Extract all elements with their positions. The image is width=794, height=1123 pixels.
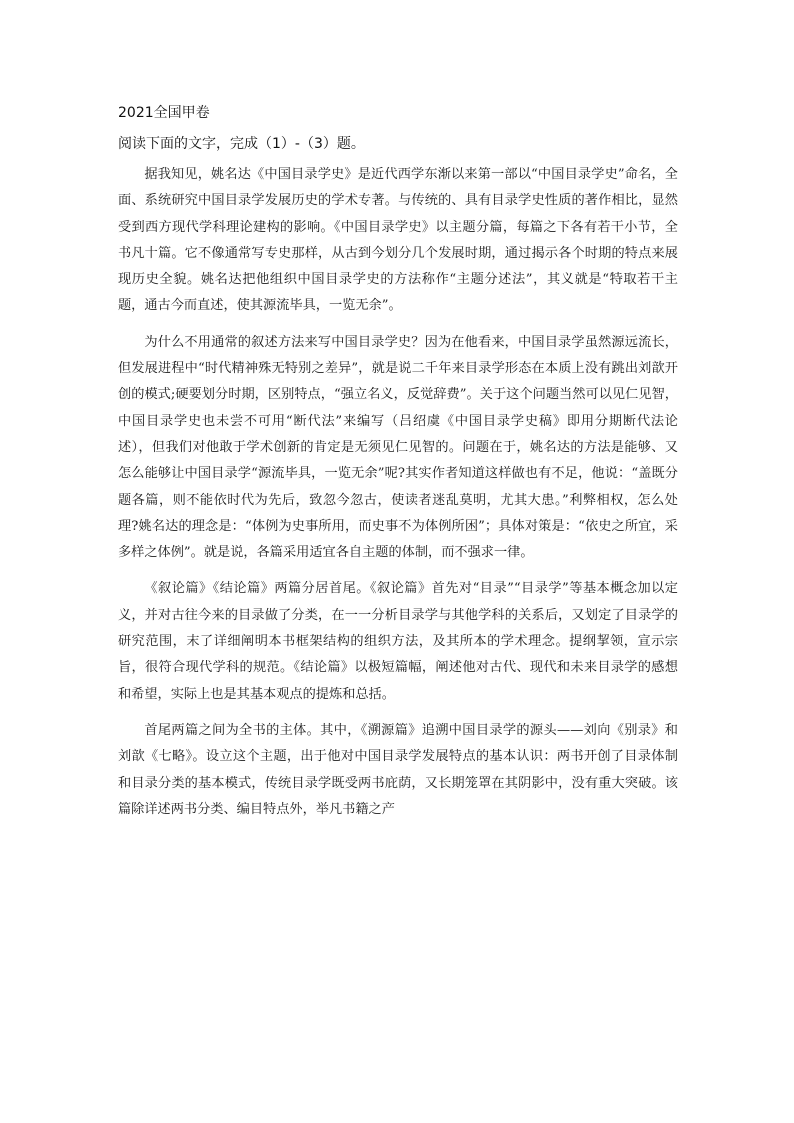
- reading-instruction: 阅读下面的文字，完成（1）-（3）题。: [118, 136, 365, 152]
- passage-body: [118, 162, 678, 833]
- passage-paragraph: 据我知见，姚名达《中国目录学史》是近代西学东渐以来第一部以“中国目录学史”命名，全面、系统研究中国目录学发展历史的学术专著。与传统的、具有目录学史性质的著作相比，显然受到西方现代学科理论建构的影响。《中国目录学史》以主题分篇，每篇之下各有若干小节，全书凡十篇。它不像通常写专史那样，从古到今划分几个发展时期，通过揭示各个时期的特点来展现历史全貌。姚名达把他组织中国目录学史的方法称作“主题分述法”，其义就是“特取若干主题，通古今而直述，使其源流毕具，一览无余”。: [118, 167, 678, 314]
- passage-paragraph: 为什么不用通常的叙述方法来写中国目录学史？因为在他看来，中国目录学虽然源远流长，但发展进程中“时代精神殊无特别之差异”，就是说二千年来目录学形态在本质上没有跳出刘歆开创的模式;硬要划分时期，区别特点，“强立名义，反觉辞费”。关于这个问题当然可以见仁见智，中国目录学史也未尝不可用“断代法”来编写（吕绍虞《中国目录学史稿》即用分期断代法论述），但我们对他敢于学术创新的肯定是无须见仁见智的。问题在于，姚名达的方法是能够、又怎么能够让中国目录学“源流毕具，一览无余”呢?其实作者知道这样做也有不足，他说：“盖既分题各篇，则不能依时代为先后，致忽今忽古，使读者迷乱莫明，尤其大患。”利弊相权，怎么处理?姚名达的理念是：“体例为史事所用，而史事不为体例所困”；具体对策是：“依史之所宜，采多样之体例”。就是说，各篇采用适宜各自主题的体制，而不强求一律。: [118, 334, 678, 561]
- passage-paragraph: 首尾两篇之间为全书的主体。其中，《溯源篇》追溯中国目录学的源头——刘向《别录》和刘歆《七略》。设立这个主题，出于他对中国目录学发展特点的基本认识：两书开创了目录体制和目录分类的基本模式，传统目录学既受两书庇荫，又长期笼罩在其阴影中，没有重大突破。该篇除详述两书分类、编目特点外，举凡书籍之产: [118, 722, 678, 817]
- exam-label: 2021全国甲卷: [118, 105, 210, 121]
- passage-paragraph: 《叙论篇》《结论篇》两篇分居首尾。《叙论篇》首先对“目录”“目录学”等基本概念加以定义，并对古往今来的目录做了分类，在一一分析目录学与其他学科的关系后，又划定了目录学的研究范围，末了详细阐明本书框架结构的组织方法，及其所本的学术理念。提纲挈领，宣示宗旨，很符合现代学科的规范。《结论篇》以极短篇幅，阐述他对古代、现代和未来目录学的感想和希望，实际上也是其基本观点的提炼和总括。: [118, 581, 678, 702]
